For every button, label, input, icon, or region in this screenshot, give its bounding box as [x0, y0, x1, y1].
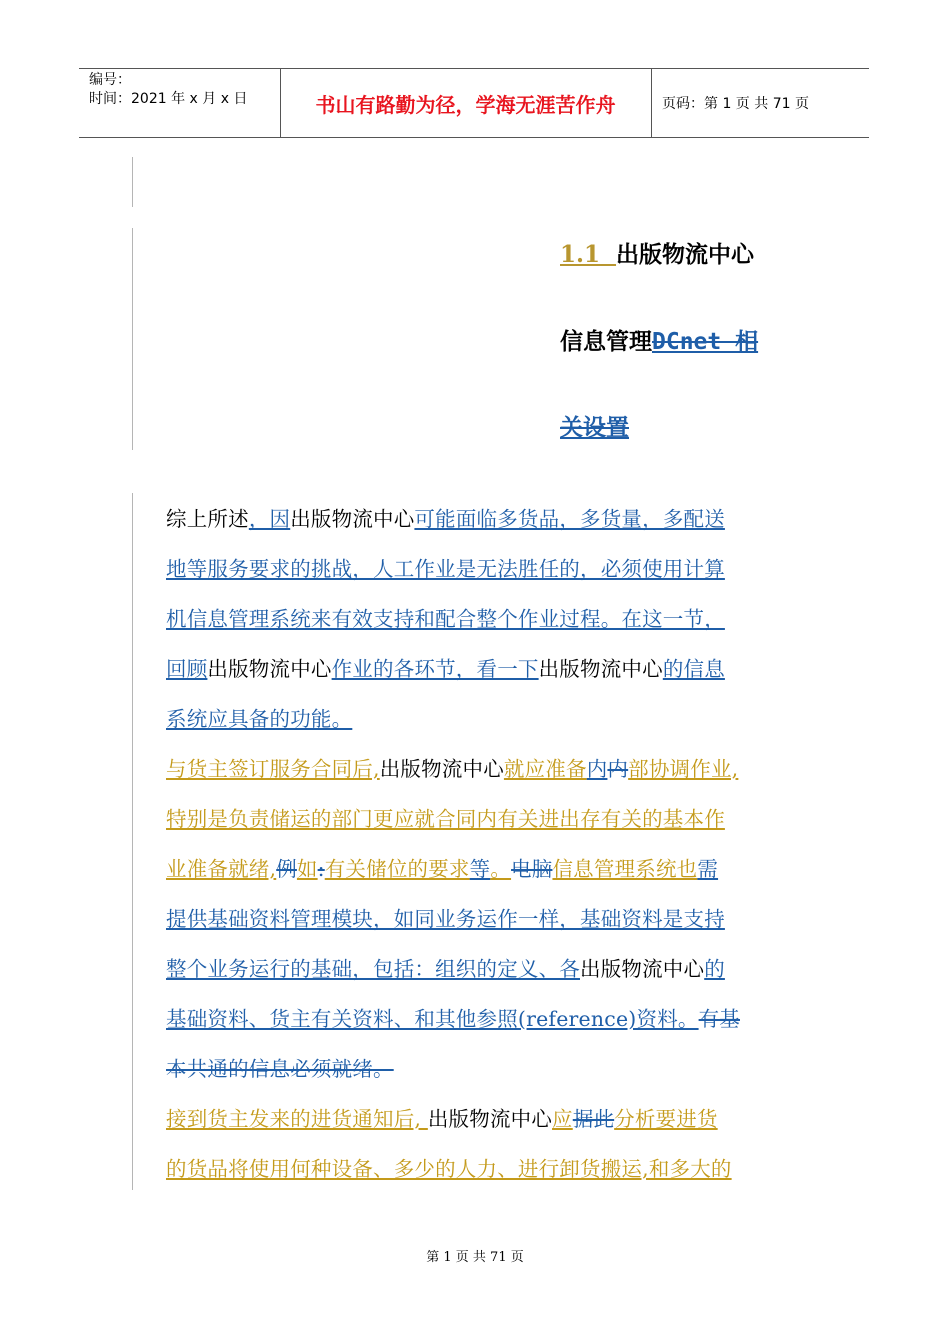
text-run: 综上所述: [166, 507, 249, 531]
text-run: 内: [586, 757, 608, 781]
text-run: ，因: [248, 507, 291, 531]
text-run: 回顾: [166, 657, 208, 681]
text-run: 信息管理系统也: [552, 857, 698, 881]
text-run: 本共通的信息必须就绪。: [166, 1057, 394, 1081]
text-run: 应: [552, 1107, 573, 1131]
heading-line-3: [560, 413, 629, 443]
page-footer: 第 1 页 共 71 页: [426, 1250, 524, 1265]
text-run: 出版物流中心: [538, 657, 663, 681]
body-line: [166, 955, 725, 983]
body-line: [166, 905, 725, 933]
text-run: 据此: [572, 1107, 615, 1131]
body-line: [166, 705, 352, 733]
heading-line-1: [560, 240, 754, 270]
revision-bar: [132, 157, 133, 207]
heading-number: 1.1: [560, 241, 601, 268]
text-run: :: [317, 857, 325, 881]
text-run: 接到货主发来的进货通知后,: [166, 1107, 428, 1131]
body-line: [166, 605, 725, 633]
text-run: 整个业务运行的基础，包括：组织的定义、各: [166, 957, 580, 981]
text-run: 的信息: [662, 657, 725, 681]
text-run: 如: [296, 857, 318, 881]
text-run: 特别是负责储运的部门更应就合同内有关进出存有关的基本作: [166, 807, 725, 831]
heading-text: 出版物流中心: [616, 241, 755, 268]
text-run: 出版物流中心: [427, 1107, 553, 1131]
revision-bar: [132, 493, 133, 1190]
time-label: 时间：2021 年 x 月 x 日: [89, 91, 248, 107]
body-line: [166, 655, 725, 683]
text-run: 分析要进货: [614, 1107, 718, 1131]
header-meta-cell: [79, 69, 281, 137]
text-run: 出版物流中心: [379, 757, 504, 781]
text-run: 等: [469, 857, 491, 881]
heading-revision: DCnet 相: [652, 329, 759, 355]
motto-text: 书山有路勤为径，学海无涯苦作舟: [315, 92, 616, 117]
text-run: 提供基础资料管理模块，如同业务运作一样，基础资料是支持: [166, 907, 725, 931]
text-run: 基础资料、货主有关资料、和其他参照(reference)资料。: [166, 1007, 699, 1031]
text-run: 与货主签订服务合同后,: [166, 757, 380, 781]
number-label: 编号：: [89, 72, 131, 88]
text-run: 出版物流中心: [207, 657, 332, 681]
text-run: 有基: [698, 1007, 740, 1031]
body-line: [166, 1055, 394, 1083]
body-line: [166, 555, 725, 583]
body-line: [166, 755, 738, 783]
text-run: 的货品将使用何种设备、多少的人力、进行卸货搬运,和多大的: [166, 1157, 732, 1181]
text-run: 系统应具备的功能。: [166, 707, 353, 731]
motto-cell: [280, 69, 652, 137]
text-run: 电脑: [511, 857, 553, 881]
text-run: 例: [276, 857, 297, 881]
text-run: 可能面临多货品，多货量，多配送: [414, 507, 725, 531]
body-line: [166, 505, 725, 533]
text-run: 出版物流中心: [580, 957, 705, 981]
page-info: 页码：第 1 页 共 71 页: [662, 96, 809, 112]
text-run: 的: [704, 957, 725, 981]
text-run: 部协调作业,: [628, 757, 739, 781]
text-run: 就应准备: [503, 757, 587, 781]
text-run: 业准备就绪,: [166, 857, 277, 881]
heading-line-2: [560, 327, 758, 357]
text-run: 机信息管理系统来有效支持和配合整个作业过程。在这一节，: [166, 607, 725, 631]
body-line: [166, 855, 718, 883]
page-header: [79, 68, 869, 138]
text-run: 。: [490, 857, 512, 881]
text-run: 地等服务要求的挑战，人工作业是无法胜任的，必须使用计算: [166, 557, 725, 581]
body-line: [166, 1155, 732, 1183]
text-run: 出版物流中心: [290, 507, 415, 531]
text-run: 内: [607, 757, 629, 781]
body-line: [166, 1005, 740, 1033]
heading-revision: 关设置: [560, 414, 629, 441]
body-line: [166, 805, 725, 833]
text-run: 作业的各环节，看一下: [331, 657, 539, 681]
body-line: [166, 1105, 718, 1133]
text-run: 需: [697, 857, 719, 881]
text-run: 有关储位的要求: [324, 857, 470, 881]
heading-text: 信息管理: [560, 328, 652, 355]
revision-bar: [132, 228, 133, 450]
